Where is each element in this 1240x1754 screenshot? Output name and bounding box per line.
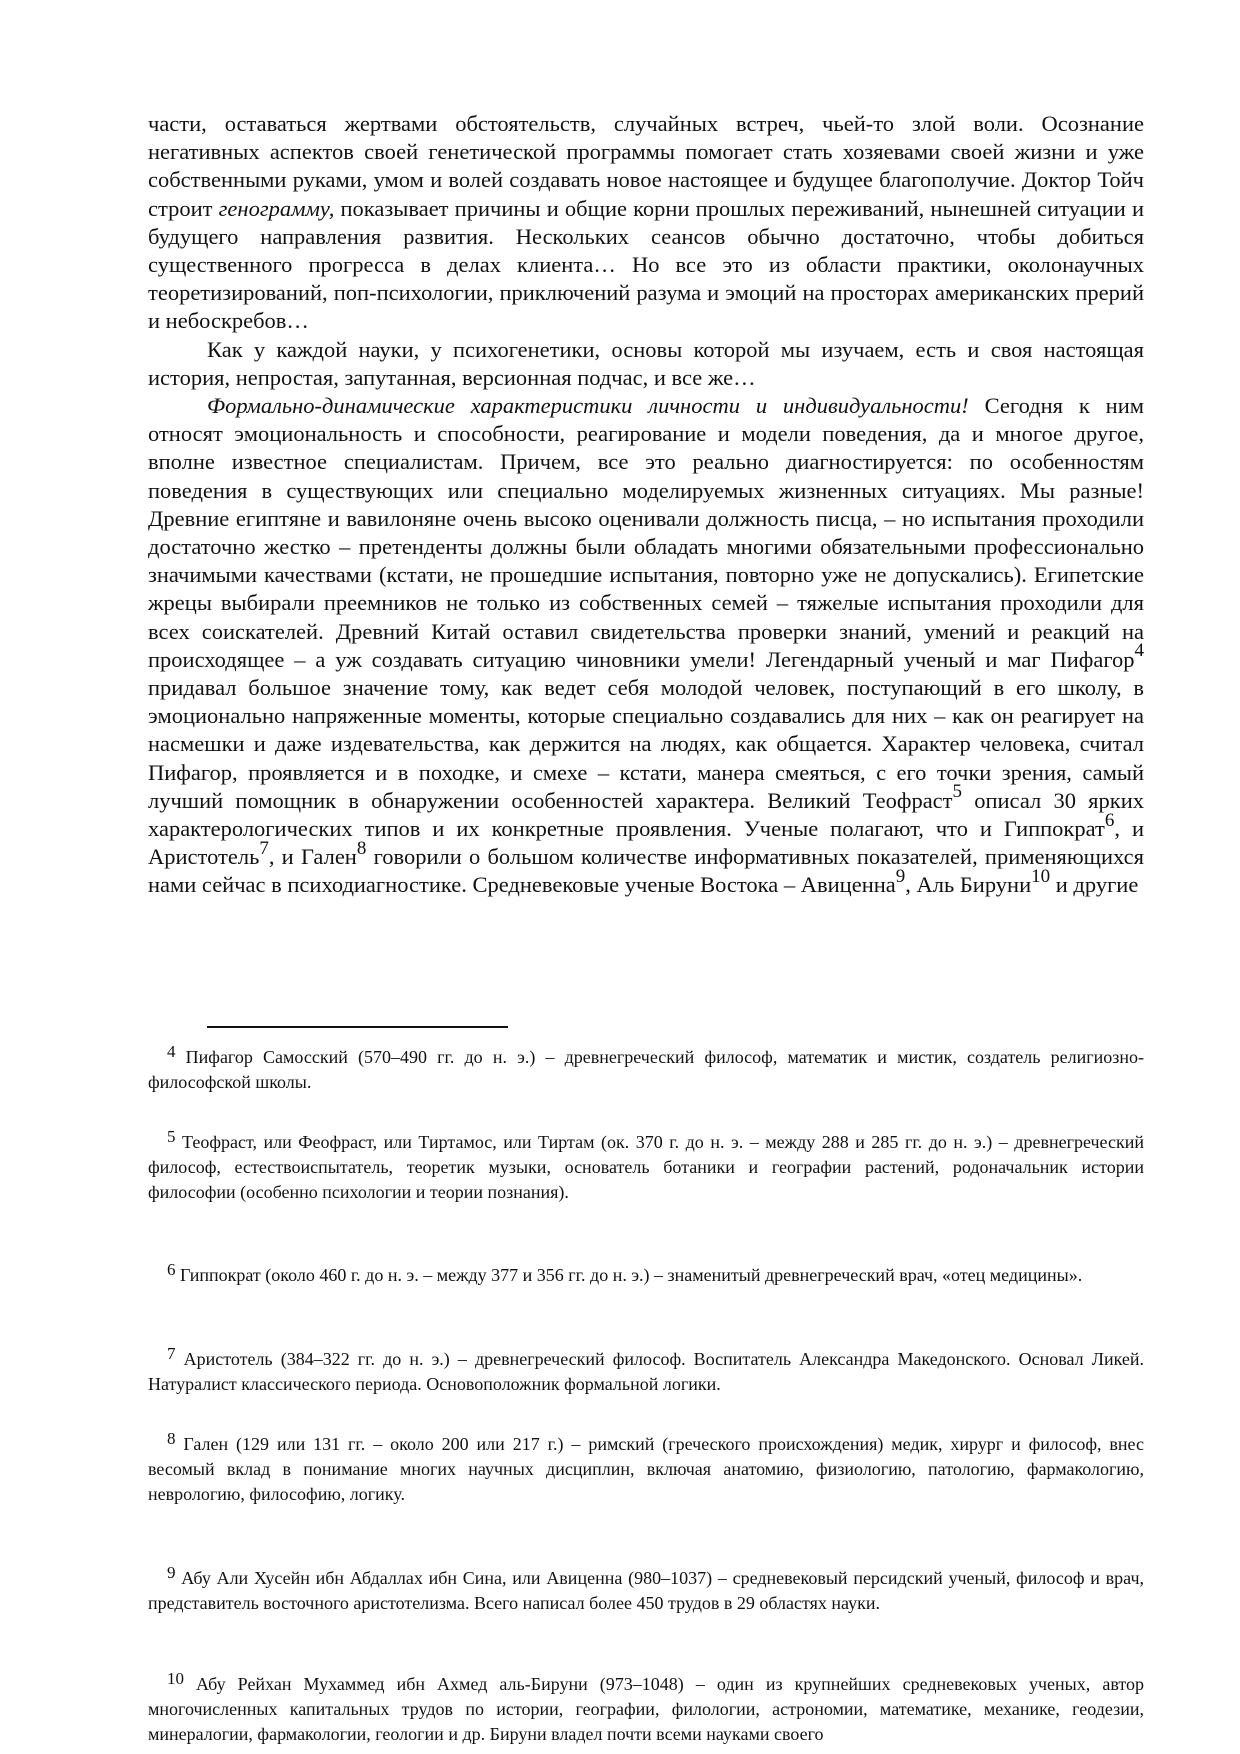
footnote-text: Пифагор Самосский (570–490 гг. до н. э.) – древнегреческий философ, математик и мистик, создатель религиозно-философской школы.	[148, 1047, 1144, 1092]
footnote-10	[148, 1669, 1144, 1747]
footnote-text: Аристотель (384–322 гг. до н. э.) – древнегреческий философ. Воспитатель Александра Македонского. Основал Ликей. Натуралист классического периода. Основоположник формальной логики.	[148, 1349, 1144, 1394]
footnote-8	[148, 1429, 1144, 1507]
footnote-text: Гиппократ (около 460 г. до н. э. – между 377 и 356 гг. до н. э.) – знаменитый древнегреческий врач, «отец медицины».	[175, 1265, 1083, 1285]
paragraph-2	[148, 336, 1144, 392]
text-segment: говорили о большом количестве информативных показателей, применяющихся нами сейчас в психодиагностике. Средневековые ученые Востока – Авиценна	[148, 844, 1144, 898]
text-segment: , и Аристотель	[148, 816, 1144, 870]
footnote-ref-6[interactable]: 6	[1104, 809, 1115, 831]
text-segment: части, оставаться жертвами обстоятельств, случайных встреч, чьей-то злой воли. Осознание негативных аспектов своей генетической программы помогает стать хозяевами своей жизни и уже собственными руками, умом и волей создавать новое настоящее и будущее благополучие. Доктор Тойч строит	[148, 111, 1144, 221]
text-segment: , и Гален	[268, 844, 357, 870]
footnote-ref-10[interactable]: 10	[1031, 865, 1051, 887]
footnote-ref-7[interactable]: 7	[259, 837, 269, 859]
paragraph-1	[148, 110, 1144, 336]
footnote-number: 7	[167, 1344, 176, 1363]
footnote-ref-9[interactable]: 9	[895, 865, 906, 887]
footnote-number: 4	[167, 1042, 176, 1061]
footnote-ref-5[interactable]: 5	[952, 781, 962, 803]
footnote-separator	[207, 1026, 508, 1028]
footnote-text: Абу Рейхан Мухаммед ибн Ахмед аль-Бируни (973–1048) – один из крупнейших средневековых ученых, автор многочисленных капитальных трудов по истории, географии, филологии, астрономии, математике, механике, геодезии, минералогии, фармакологии, геологии и др. Бируни владел почти всеми науками своего	[148, 1674, 1144, 1744]
footnote-6	[148, 1260, 1144, 1288]
text-segment: , Аль Бируни	[905, 872, 1032, 898]
text-segment: описал 30 ярких характерологических типов и их конкретные проявления. Ученые полагают, что и Гиппократ	[148, 787, 1144, 842]
footnote-number: 8	[167, 1429, 176, 1448]
footnote-4	[148, 1042, 1144, 1095]
text-segment: и другие	[1050, 872, 1139, 898]
text-segment: Как у каждой науки, у психогенетики, основы которой мы изучаем, есть и своя настоящая история, непростая, запутанная, версионная подчас, и все же…	[148, 336, 1144, 390]
footnote-text: Гален (129 или 131 гг. – около 200 или 217 г.) – римский (греческого происхождения) медик, хирург и философ, внес весомый вклад в понимание многих научных дисциплин, включая анатомию, физиологию, патологию, фармакологию, неврологию, философию, логику.	[148, 1434, 1144, 1504]
footnote-ref-8[interactable]: 8	[356, 837, 367, 859]
footnote-text: Абу Али Хусейн ибн Абдаллах ибн Сина, или Авиценна (980–1037) – средневековый персидский ученый, философ и врач, представитель восточного аристотелизма. Всего написал более 450 трудов в 29 областях науки.	[148, 1568, 1144, 1613]
italic-heading-phrase: Формально-динамические характеристики личности и индивидуальности!	[207, 393, 969, 419]
footnote-number: 10	[167, 1669, 184, 1688]
paragraph-3	[148, 392, 1144, 900]
text-segment: Сегодня к ним относят эмоциональность и способности, реагирование и модели поведения, да и многое другое, вполне известное специалистам. Причем, все это реально диагностируется: по особенностям поведения в существующих или специально моделируемых жизненных ситуациях. Мы разные! Древние египтяне и вавилоняне очень высоко оценивали должность писца, – но испытания проходили достаточно жестко – претенденты должны были обладать многими обязательными профессионально значимыми качествами (кстати, не прошедшие испытания, повторно уже не допускались). Египетские жрецы выбирали преемников не только из собственных семей – тяжелые испытания проходили для всех соискателей. Древний Китай оставил свидетельства проверки знаний, умений и реакций на происходящее – а уж создавать ситуацию чиновники умели! Легендарный ученый и маг Пифагор	[148, 393, 1144, 672]
footnote-number: 9	[167, 1563, 176, 1582]
footnote-9	[148, 1563, 1144, 1616]
main-text	[148, 110, 1144, 900]
footnote-5	[148, 1127, 1144, 1205]
text-segment: придавал большое значение тому, как ведет себя молодой человек, поступающий в его школу, в эмоционально напряженные моменты, которые специально создавались для них – как он реагирует на насмешки и даже издевательства, как держится на людях, как общается. Характер человека, считал Пифагор, проявляется и в походке, и смехе – кстати, манера смеяться, с его точки зрения, самый лучший помощник в обнаружении особенностей характера. Великий Теофраст	[148, 675, 1144, 813]
footnote-ref-4[interactable]: 4	[1134, 640, 1144, 662]
italic-term-genogram: генограмму,	[218, 195, 335, 221]
footnote-7	[148, 1344, 1144, 1397]
footnote-text: Теофраст, или Феофраст, или Тиртамос, или Тиртам (ок. 370 г. до н. э. – между 288 и 285 гг. до н. э.) – древнегреческий философ, естествоиспытатель, теоретик музыки, основатель ботаники и географии растений, родоначальник истории философии (особенно психологии и теории познания).	[148, 1132, 1144, 1202]
page-body	[148, 110, 1144, 900]
footnote-number: 6	[167, 1260, 176, 1279]
footnote-number: 5	[167, 1127, 176, 1146]
text-segment: показывает причины и общие корни прошлых переживаний, нынешней ситуации и будущего направления развития. Нескольких сеансов обычно достаточно, чтобы добиться существенного прогресса в делах клиента… Но все это из области практики, околонаучных теоретизирований, поп-психологии, приключений разума и эмоций на просторах американских прерий и небоскребов…	[148, 195, 1144, 334]
